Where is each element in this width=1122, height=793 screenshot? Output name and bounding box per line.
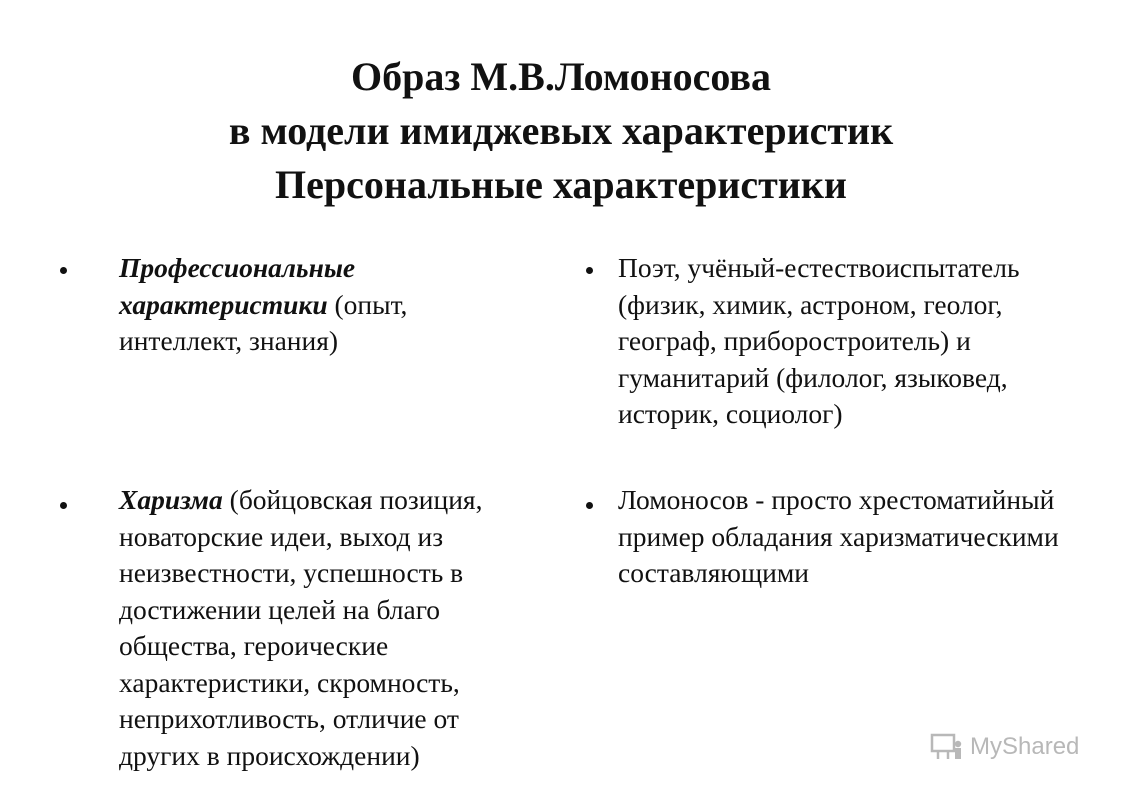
- list-item-lomonosov-example: [618, 482, 1098, 592]
- description-scientist: Поэт, учёный-естествоиспытатель (физик, химик, астроном, геолог, географ, приборостроитель) и гуманитарий (филолог, языковед, историк, социолог): [618, 252, 1020, 429]
- term-charisma: Харизма: [119, 484, 223, 515]
- title-line-3: Персональные характеристики: [275, 162, 847, 207]
- description-professional: (опыт, интеллект, знания): [119, 288, 408, 356]
- bullet-icon: [586, 267, 593, 274]
- watermark-text: MyShared: [970, 733, 1080, 760]
- bullet-icon: [60, 502, 67, 509]
- list-item-scientist: [618, 250, 1098, 433]
- list-item-text: [119, 482, 529, 774]
- list-item-professional: [119, 250, 479, 360]
- title-line-1: Образ М.В.Ломоносова: [350, 54, 772, 99]
- term-professional: Профессиональные характеристики: [119, 252, 356, 320]
- title-line-2: в модели имиджевых характеристик: [228, 108, 894, 153]
- bullet-icon: [586, 502, 593, 509]
- watermark: [930, 730, 1079, 764]
- slide-title: [0, 50, 1122, 212]
- list-item-charisma: [119, 482, 529, 774]
- description-lomonosov-example: Ломоносов - просто хрестоматийный пример обладания харизматическими составляющими: [618, 484, 1059, 588]
- myshared-logo-icon: [930, 732, 964, 762]
- description-charisma: (бойцовская позиция, новаторские идеи, выход из неизвестности, успешность в достижении целей на благо общества, героические характеристики, скромность, неприхотливость, отличие от других в происхождении): [119, 484, 483, 771]
- list-item-text: [119, 250, 479, 360]
- bullet-icon: [60, 267, 67, 274]
